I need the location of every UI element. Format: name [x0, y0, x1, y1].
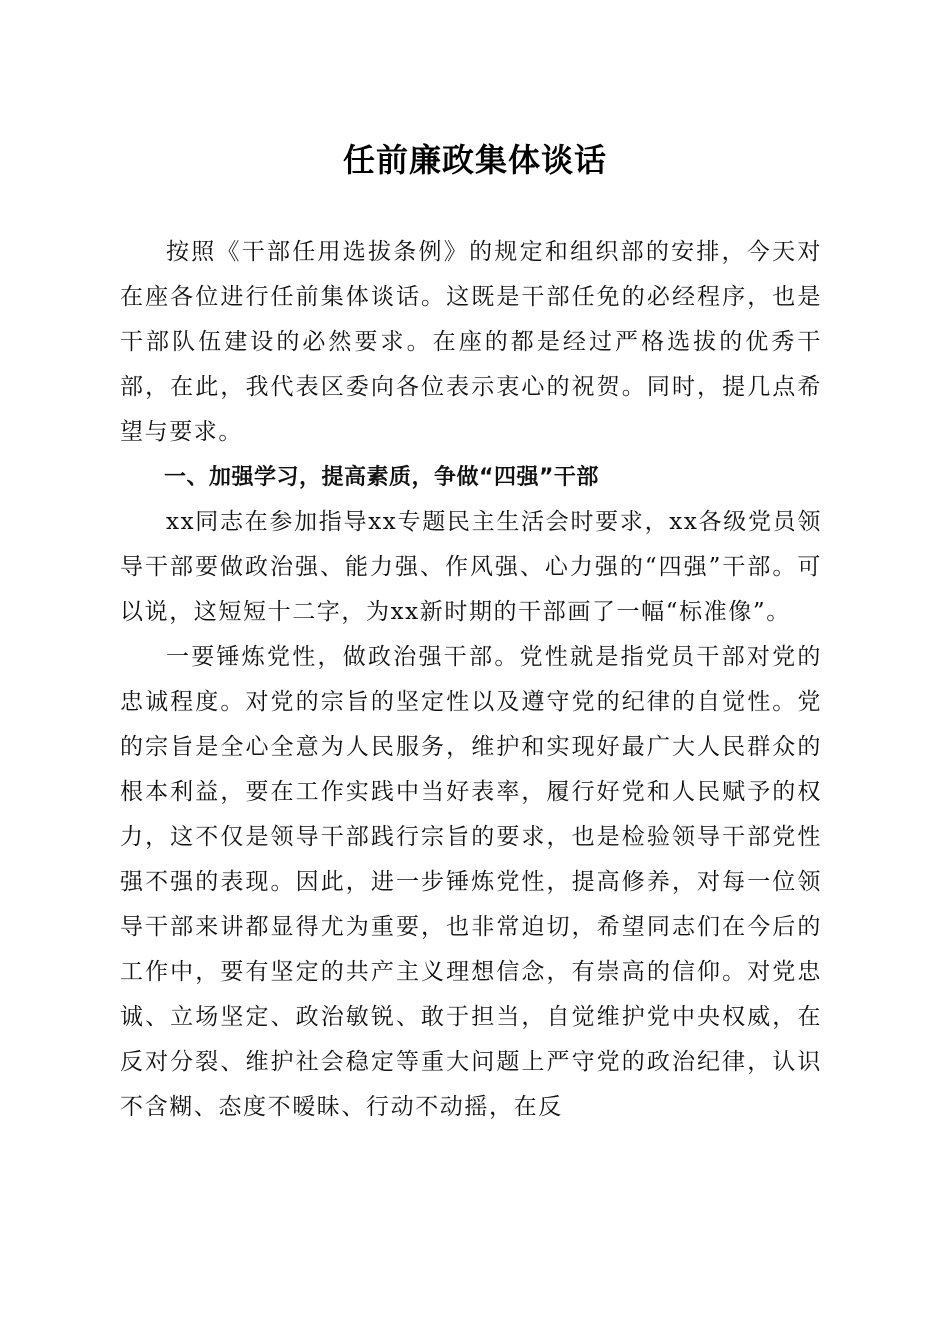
section-heading-1: 一、加强学习，提高素质，争做“四强”干部	[164, 465, 599, 490]
paragraph-intro: 按照《干部任用选拔条例》的规定和组织部的安排，今天对在座各位进行任前集体谈话。这既是干部任免的必经程序，也是干部队伍建设的必然要求。在座的都是经过严格选拔的优秀干部，在此，我代表区委向各位表示衷心的祝贺。同时，提几点希望与要求。	[120, 239, 822, 445]
document-title: 任前廉政集体谈话	[342, 141, 607, 179]
paragraph-four-strong: xx同志在参加指导xx专题民主生活会时要求，xx各级党员领导干部要做政治强、能力强、作风强、心力强的“四强”干部。可以说，这短短十二字，为xx新时期的干部画了一幅“标准像”。	[120, 509, 822, 625]
document-body	[120, 230, 822, 1130]
paragraph-party-spirit: 一要锤炼党性，做政治强干部。党性就是指党员干部对党的忠诚程度。对党的宗旨的坚定性以及遵守党的纪律的自觉性。党的宗旨是全心全意为人民服务，维护和实现好最广大人民群众的根本利益，要在工作实践中当好表率，履行好党和人民赋予的权力，这不仅是领导干部践行宗旨的要求，也是检验领导干部党性强不强的表现。因此，进一步锤炼党性，提高修养，对每一位领导干部来讲都显得尤为重要，也非常迫切，希望同志们在今后的工作中，要有坚定的共产主义理想信念，有崇高的信仰。对党忠诚、立场坚定、政治敏锐、敢于担当，自觉维护党中央权威，在反对分裂、维护社会稳定等重大问题上严守党的政治纪律，认识不含糊、态度不暧昧、行动不动摇，在反	[120, 644, 822, 1120]
